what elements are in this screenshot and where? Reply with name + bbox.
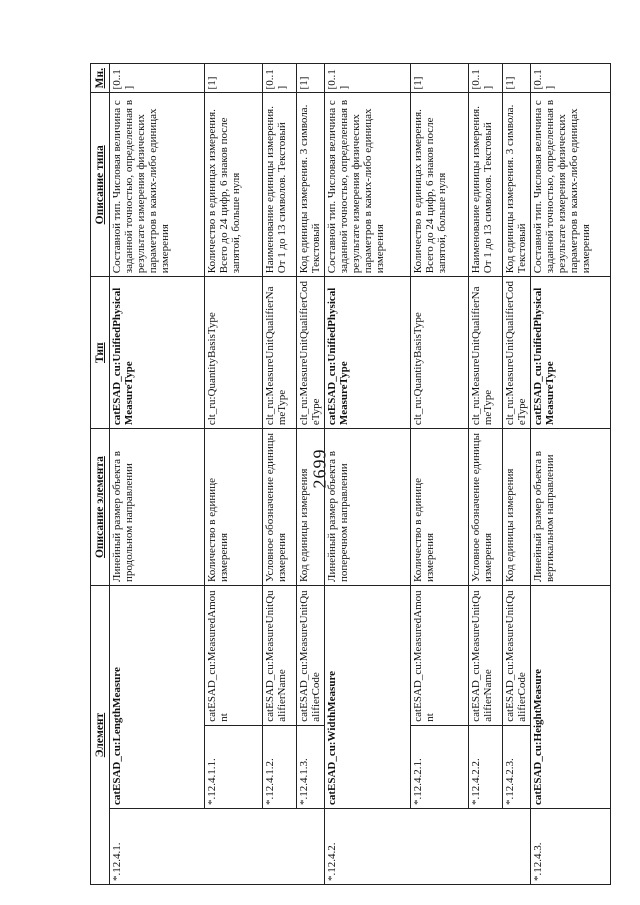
- element-description: Линейный размер объекта в поперечном направлении: [325, 429, 411, 586]
- type-description: Количество в единицах измерения. Всего до 24 цифр, 6 знаков после запятой, больше нуля: [411, 93, 469, 277]
- multiplicity: [1]: [503, 64, 531, 93]
- row-number: *.12.4.2.3.: [503, 725, 531, 808]
- element-name: catESAD_cu:LengthMeasure: [110, 586, 205, 809]
- page-number: 2699: [309, 448, 330, 489]
- row-number: *.12.4.1.1.: [205, 725, 263, 808]
- table-row: [503, 64, 531, 885]
- header-type: Тип: [91, 277, 110, 429]
- table-row: [469, 64, 503, 885]
- element-type: clt_ru:MeasureUnitQualifierCodeType: [503, 277, 531, 429]
- row-number: *.12.4.2.1.: [411, 725, 469, 808]
- row-number: *.12.4.1.: [110, 809, 325, 885]
- element-type: clt_ru:QuantityBasisType: [411, 277, 469, 429]
- element-description: Линейный размер объекта в вертикальном направлении: [531, 429, 611, 586]
- element-type: catESAD_cu:UnifiedPhysicalMeasureType: [531, 277, 611, 429]
- element-name: catESAD_cu:MeasuredAmount: [205, 586, 263, 726]
- type-description: Наименование единицы измерения. От 1 до 13 символов. Текстовый: [469, 93, 503, 277]
- element-description: Количество в единице измерения: [205, 429, 263, 586]
- element-type: clt_ru:MeasureUnitQualifierNameType: [263, 277, 297, 429]
- row-number: *.12.4.3.: [531, 809, 611, 885]
- table-row: [205, 64, 263, 885]
- multiplicity: [1]: [297, 64, 325, 93]
- element-name: catESAD_cu:MeasureUnitQualifierName: [263, 586, 297, 726]
- element-name: catESAD_cu:WidthMeasure: [325, 586, 411, 809]
- type-description: Составной тип. Числовая величина с заданной точностью, определенная в результате измерения физических параметров в каких-либо единицах измерения: [531, 93, 611, 277]
- table-row: [297, 64, 325, 885]
- element-name: catESAD_cu:MeasureUnitQualifierCode: [503, 586, 531, 726]
- rotated-table-container: [90, 63, 630, 885]
- table-header-row: [91, 64, 110, 885]
- type-description: Код единицы измерения. 3 символа. Текстовый: [503, 93, 531, 277]
- element-type: clt_ru:QuantityBasisType: [205, 277, 263, 429]
- table-row: [263, 64, 297, 885]
- element-description: Количество в единице измерения: [411, 429, 469, 586]
- multiplicity: [0..1]: [325, 64, 411, 93]
- multiplicity: [0..1]: [469, 64, 503, 93]
- element-type: catESAD_cu:UnifiedPhysicalMeasureType: [325, 277, 411, 429]
- element-type: catESAD_cu:UnifiedPhysicalMeasureType: [110, 277, 205, 429]
- element-name: catESAD_cu:MeasureUnitQualifierCode: [297, 586, 325, 726]
- row-number: *.12.4.1.2.: [263, 725, 297, 808]
- type-description: Наименование единицы измерения. От 1 до 13 символов. Текстовый: [263, 93, 297, 277]
- element-table: [90, 63, 611, 885]
- element-type: clt_ru:MeasureUnitQualifierNameType: [469, 277, 503, 429]
- row-number: *.12.4.2.: [325, 809, 531, 885]
- header-type-description: Описание типа: [91, 93, 110, 277]
- multiplicity: [0..1]: [531, 64, 611, 93]
- element-name: catESAD_cu:MeasuredAmount: [411, 586, 469, 726]
- type-description: Количество в единицах измерения. Всего до 24 цифр, 6 знаков после запятой, больше нуля: [205, 93, 263, 277]
- multiplicity: [0..1]: [263, 64, 297, 93]
- header-multiplicity: Мн.: [91, 64, 110, 93]
- header-description: Описание элемента: [91, 429, 110, 586]
- table-row: [411, 64, 469, 885]
- element-type: clt_ru:MeasureUnitQualifierCodeType: [297, 277, 325, 429]
- multiplicity: [1]: [411, 64, 469, 93]
- table-row: [531, 64, 611, 885]
- element-description: Линейный размер объекта в продольном направлении: [110, 429, 205, 586]
- table-row: [110, 64, 205, 885]
- multiplicity: [1]: [205, 64, 263, 93]
- element-description: Условное обозначение единицы измерения: [469, 429, 503, 586]
- multiplicity: [0..1]: [110, 64, 205, 93]
- element-name: catESAD_cu:MeasureUnitQualifierName: [469, 586, 503, 726]
- table-row: [325, 64, 411, 885]
- row-number: *.12.4.1.3.: [297, 725, 325, 808]
- type-description: Код единицы измерения. 3 символа. Текстовый: [297, 93, 325, 277]
- element-description: Условное обозначение единицы измерения: [263, 429, 297, 586]
- type-description: Составной тип. Числовая величина с заданной точностью, определенная в результате измерения физических параметров в каких-либо единицах измерения: [325, 93, 411, 277]
- element-description: Код единицы измерения: [503, 429, 531, 586]
- row-number: *.12.4.2.2.: [469, 725, 503, 808]
- element-name: catESAD_cu:HeightMeasure: [531, 586, 611, 809]
- type-description: Составной тип. Числовая величина с заданной точностью, определенная в результате измерения физических параметров в каких-либо единицах измерения: [110, 93, 205, 277]
- element-description: Код единицы измерения: [297, 429, 325, 586]
- header-element: Элемент: [91, 586, 110, 885]
